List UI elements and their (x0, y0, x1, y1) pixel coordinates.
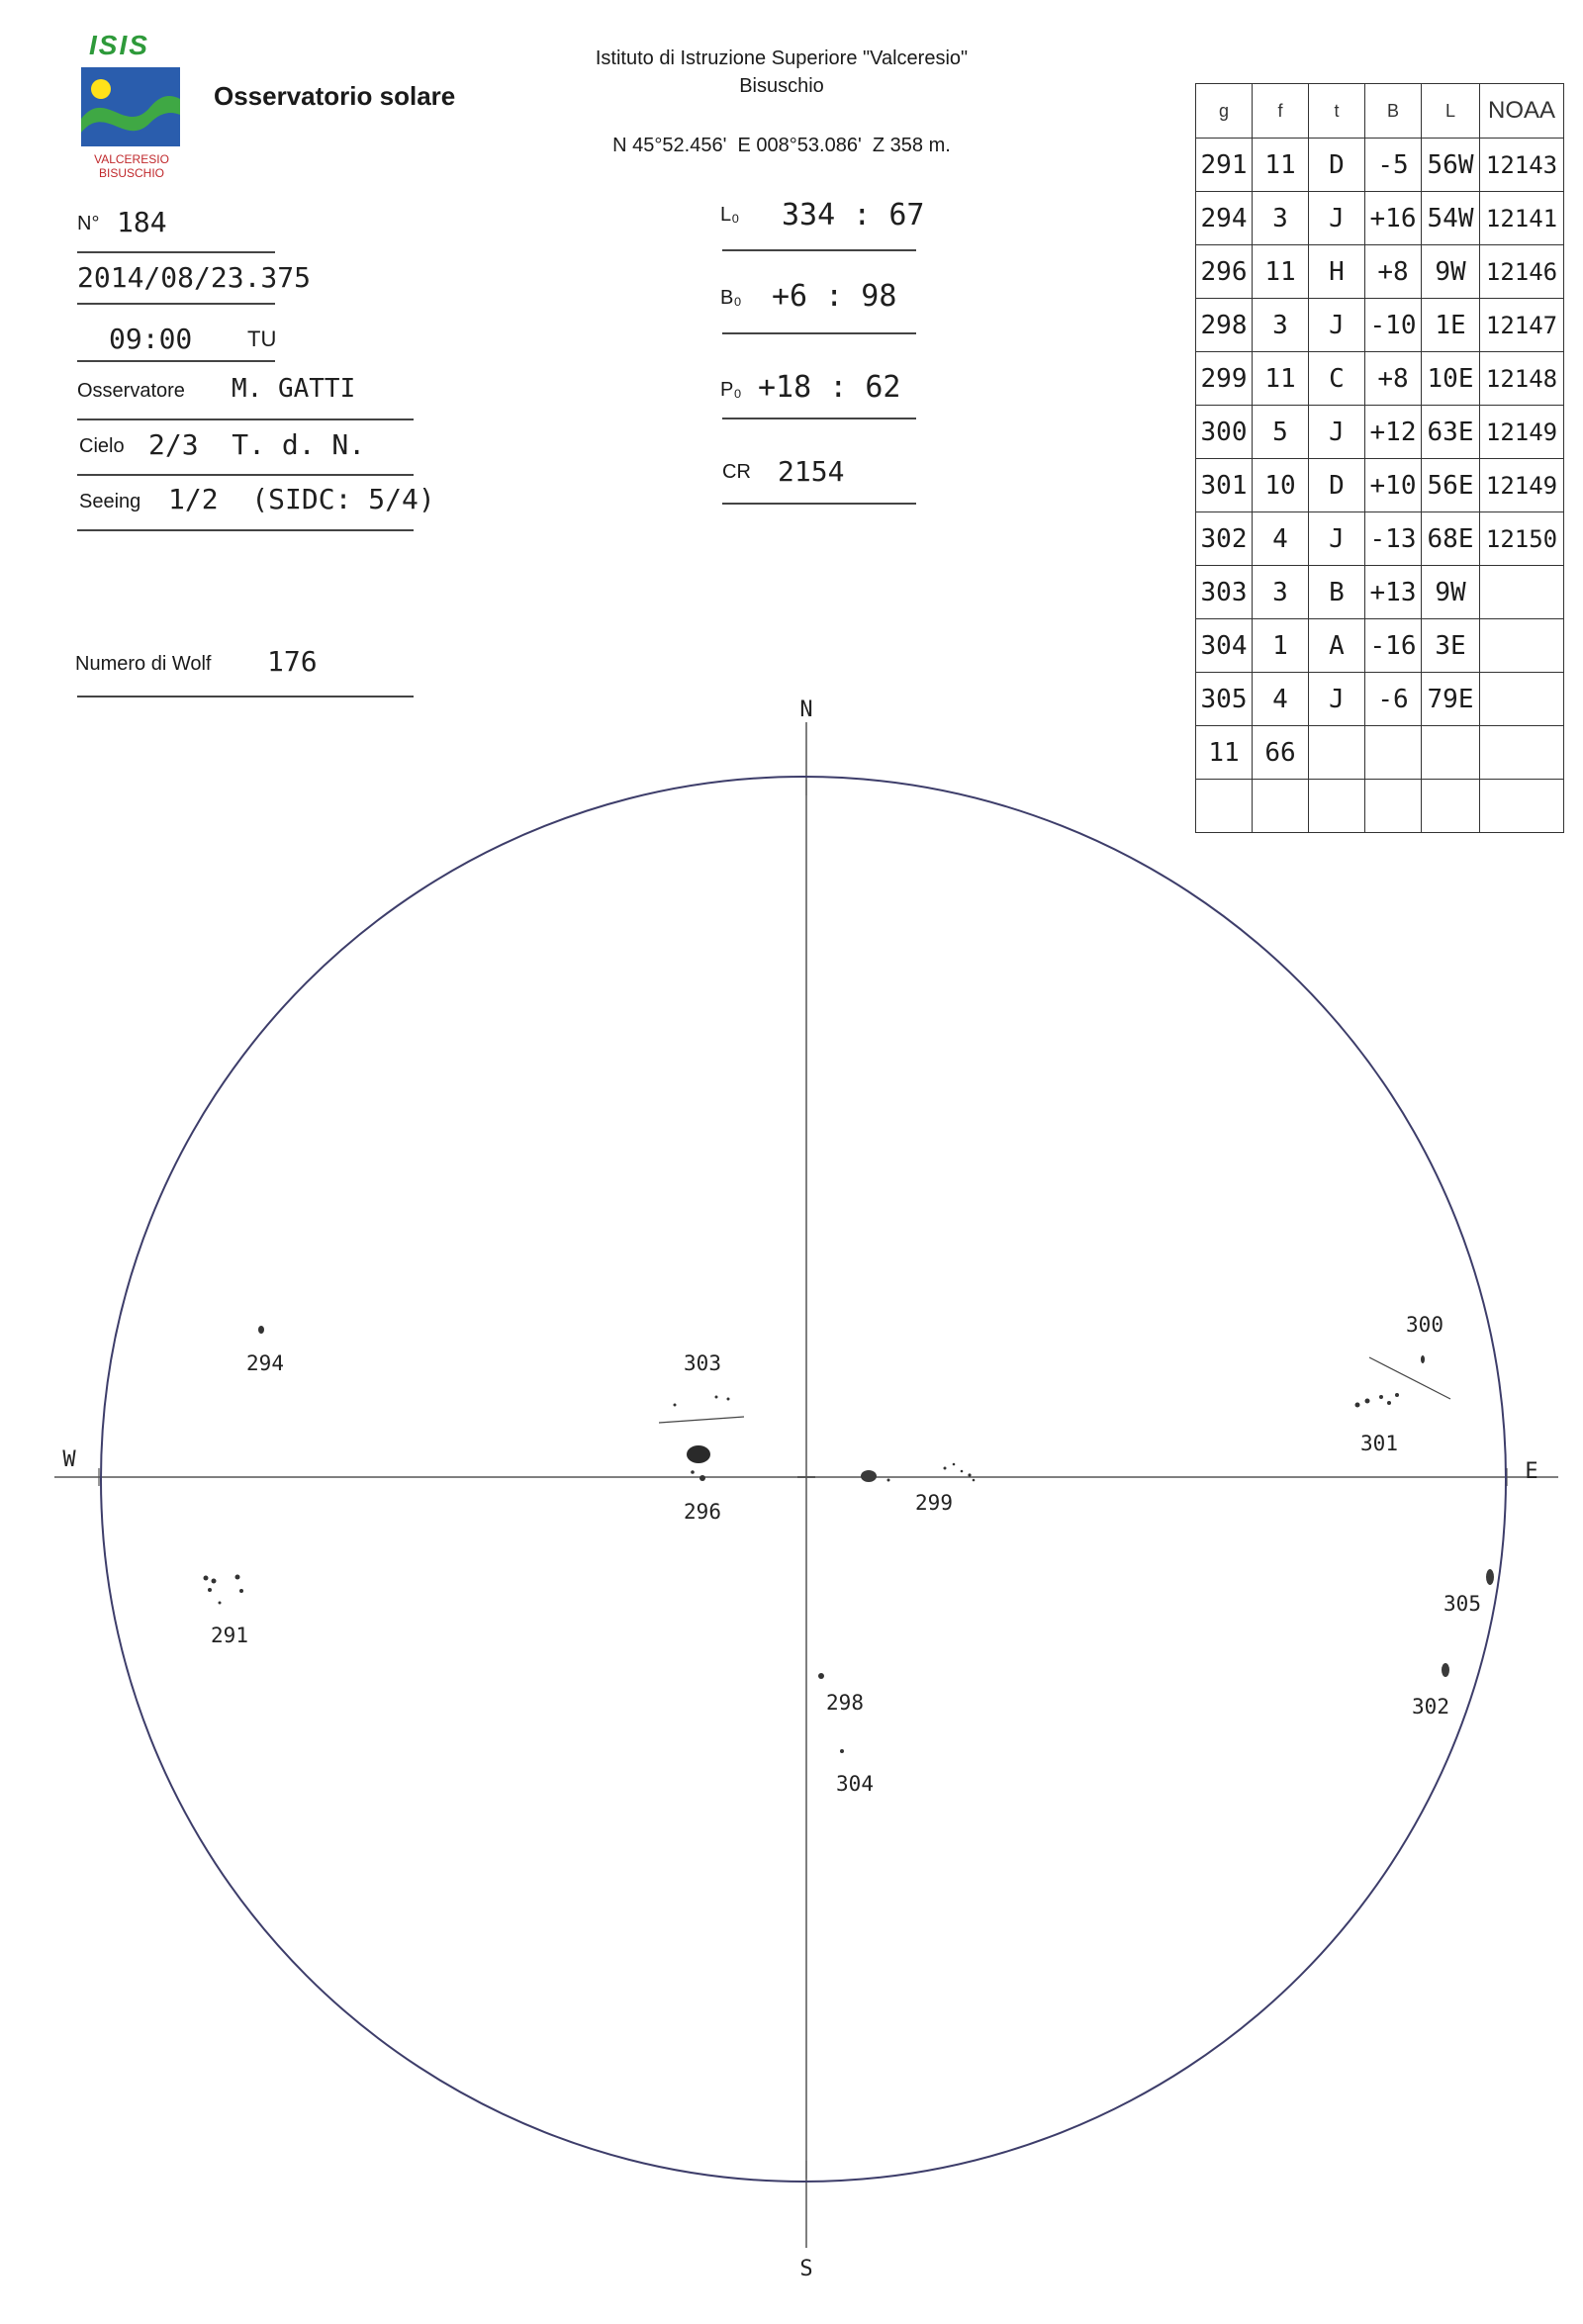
institute-town: Bisuschio (739, 75, 824, 97)
cell-b: +8 (1365, 352, 1422, 406)
spot-301c (1379, 1395, 1383, 1399)
institute-name: Istituto di Istruzione Superiore "Valceresio" (595, 47, 969, 69)
cell-g: 304 (1196, 619, 1253, 673)
spot-299e (961, 1470, 964, 1473)
cell-g: 300 (1196, 406, 1253, 459)
number-value: 184 (117, 206, 167, 238)
header-b: B (1365, 84, 1422, 139)
cell-b: +16 (1365, 192, 1422, 245)
cell-l: 68E (1422, 512, 1480, 566)
cell-t: J (1309, 299, 1365, 352)
cell-noaa: 12146 (1480, 245, 1564, 299)
cell-b: -10 (1365, 299, 1422, 352)
cell-g: 298 (1196, 299, 1253, 352)
cell-b: -6 (1365, 673, 1422, 726)
cell-t: A (1309, 619, 1365, 673)
sky-value: 2/3 T. d. N. (148, 428, 366, 461)
cell-l: 1E (1422, 299, 1480, 352)
cell-f: 3 (1253, 566, 1309, 619)
sky-label: Cielo (79, 435, 125, 457)
cell-g: 302 (1196, 512, 1253, 566)
group-label-294: 294 (246, 1351, 284, 1375)
cell-b: +10 (1365, 459, 1422, 512)
cell-noaa: 12147 (1480, 299, 1564, 352)
cell-g: 301 (1196, 459, 1253, 512)
group-label-291: 291 (211, 1624, 248, 1647)
cell-g: 296 (1196, 245, 1253, 299)
logo-line1: VALCERESIO (94, 152, 169, 166)
cell-l: 9W (1422, 566, 1480, 619)
cell-b: +8 (1365, 245, 1422, 299)
spot-301b (1365, 1399, 1370, 1404)
cell-noaa: 12143 (1480, 139, 1564, 192)
spot-299d (953, 1463, 956, 1466)
spot-302 (1442, 1663, 1449, 1677)
cell-l: 54W (1422, 192, 1480, 245)
spot-291c (208, 1588, 212, 1592)
group-label-304: 304 (836, 1772, 874, 1796)
cell-f: 1 (1253, 619, 1309, 673)
cell-t: H (1309, 245, 1365, 299)
spot-291b (212, 1579, 217, 1584)
spot-291e (239, 1589, 243, 1593)
seeing-value: 1/2 (SIDC: 5/4) (168, 483, 435, 515)
number-label: N° (77, 213, 100, 234)
logo-line2: BISUSCHIO (98, 166, 164, 180)
cell-l: 63E (1422, 406, 1480, 459)
observer-value: M. GATTI (232, 374, 356, 404)
group-label-302: 302 (1412, 1695, 1449, 1719)
cr-value: 2154 (778, 455, 845, 488)
spot-296b (699, 1475, 705, 1481)
group-label-296: 296 (684, 1500, 721, 1524)
cell-t: D (1309, 139, 1365, 192)
cell-l: 56E (1422, 459, 1480, 512)
institute-coords: N 45°52.456' E 008°53.086' Z 358 m. (612, 135, 951, 156)
cell-noaa: 12141 (1480, 192, 1564, 245)
cell-t: J (1309, 406, 1365, 459)
header-f: f (1253, 84, 1309, 139)
cell-noaa: 12150 (1480, 512, 1564, 566)
east-label: E (1525, 1459, 1538, 1484)
spot-291a (204, 1576, 209, 1581)
l0-label: L₀ (720, 204, 740, 226)
spot-291d (235, 1575, 240, 1580)
cell-t: D (1309, 459, 1365, 512)
header-g: g (1196, 84, 1253, 139)
cell-g: 303 (1196, 566, 1253, 619)
cell-g: 291 (1196, 139, 1253, 192)
group-label-300: 300 (1406, 1313, 1443, 1337)
observatory-name: Osservatorio solare (214, 81, 456, 111)
cell-g: 305 (1196, 673, 1253, 726)
cell-f: 4 (1253, 673, 1309, 726)
spot-305 (1486, 1569, 1494, 1585)
header-t: t (1309, 84, 1365, 139)
cell-b: +13 (1365, 566, 1422, 619)
cell-b: +12 (1365, 406, 1422, 459)
cell-f: 11 (1253, 352, 1309, 406)
group-label-298: 298 (826, 1691, 864, 1715)
group-label-299: 299 (915, 1491, 953, 1515)
p0-label: P₀ (720, 379, 742, 401)
spot-303b (715, 1396, 718, 1399)
disk-ticks (99, 780, 1507, 2179)
cell-f: 4 (1253, 512, 1309, 566)
cell-g: 299 (1196, 352, 1253, 406)
spot-299g (973, 1479, 976, 1482)
cr-label: CR (722, 461, 751, 483)
cell-noaa: 12149 (1480, 406, 1564, 459)
cell-f: 3 (1253, 192, 1309, 245)
cell-f: 11 (1253, 245, 1309, 299)
cell-b: -13 (1365, 512, 1422, 566)
logo-brand: ISIS (89, 30, 149, 60)
spot-299c (944, 1467, 947, 1470)
cell-t: J (1309, 192, 1365, 245)
wolf-label: Numero di Wolf (75, 653, 212, 675)
observer-label: Osservatore (77, 380, 185, 402)
west-label: W (62, 1447, 76, 1472)
sunspots (204, 1326, 1495, 1753)
spot-300 (1421, 1355, 1425, 1363)
header-noaa: NOAA (1480, 84, 1564, 139)
solar-disk-outline (101, 777, 1506, 2182)
cell-g: 11 (1196, 726, 1253, 780)
cell-f: 11 (1253, 139, 1309, 192)
spot-301d (1387, 1401, 1391, 1405)
cell-t: J (1309, 673, 1365, 726)
group-label-303: 303 (684, 1351, 721, 1375)
cell-t: C (1309, 352, 1365, 406)
south-label: S (799, 2257, 813, 2281)
cell-b: -5 (1365, 139, 1422, 192)
cell-f: 10 (1253, 459, 1309, 512)
spot-303-line (659, 1417, 744, 1423)
spot-299b (887, 1479, 890, 1482)
cell-f: 3 (1253, 299, 1309, 352)
l0-value: 334 : 67 (782, 198, 925, 232)
header-l: L (1422, 84, 1480, 139)
seeing-label: Seeing (79, 491, 141, 512)
wolf-value: 176 (267, 645, 318, 678)
cell-b: -16 (1365, 619, 1422, 673)
spot-304 (840, 1749, 844, 1753)
cell-l: 3E (1422, 619, 1480, 673)
date-value: 2014/08/23.375 (77, 261, 312, 294)
spot-294 (258, 1326, 264, 1334)
spot-301e (1395, 1393, 1399, 1397)
cell-l: 79E (1422, 673, 1480, 726)
cell-f: 66 (1253, 726, 1309, 780)
spot-296c (691, 1470, 695, 1474)
cell-noaa: 12148 (1480, 352, 1564, 406)
group-label-305: 305 (1443, 1592, 1481, 1616)
cell-t: B (1309, 566, 1365, 619)
group-label-301: 301 (1360, 1432, 1398, 1455)
cell-l: 56W (1422, 139, 1480, 192)
cell-l: 10E (1422, 352, 1480, 406)
spot-301a (1355, 1403, 1360, 1408)
b0-label: B₀ (720, 287, 742, 309)
spot-296-main (687, 1445, 710, 1463)
time-unit: TU (247, 326, 277, 351)
cell-noaa: 12149 (1480, 459, 1564, 512)
p0-value: +18 : 62 (758, 370, 901, 405)
time-value: 09:00 (109, 323, 193, 355)
spot-303a (674, 1404, 677, 1407)
b0-value: +6 : 98 (772, 279, 897, 314)
cell-t: J (1309, 512, 1365, 566)
cell-g: 294 (1196, 192, 1253, 245)
spot-298 (818, 1673, 824, 1679)
spot-300-line (1369, 1357, 1450, 1399)
spot-291f (219, 1602, 222, 1605)
spot-299-main (861, 1470, 877, 1482)
spot-303c (727, 1398, 730, 1401)
cell-f: 5 (1253, 406, 1309, 459)
spot-299f (968, 1473, 971, 1476)
cell-l: 9W (1422, 245, 1480, 299)
north-label: N (799, 697, 813, 722)
